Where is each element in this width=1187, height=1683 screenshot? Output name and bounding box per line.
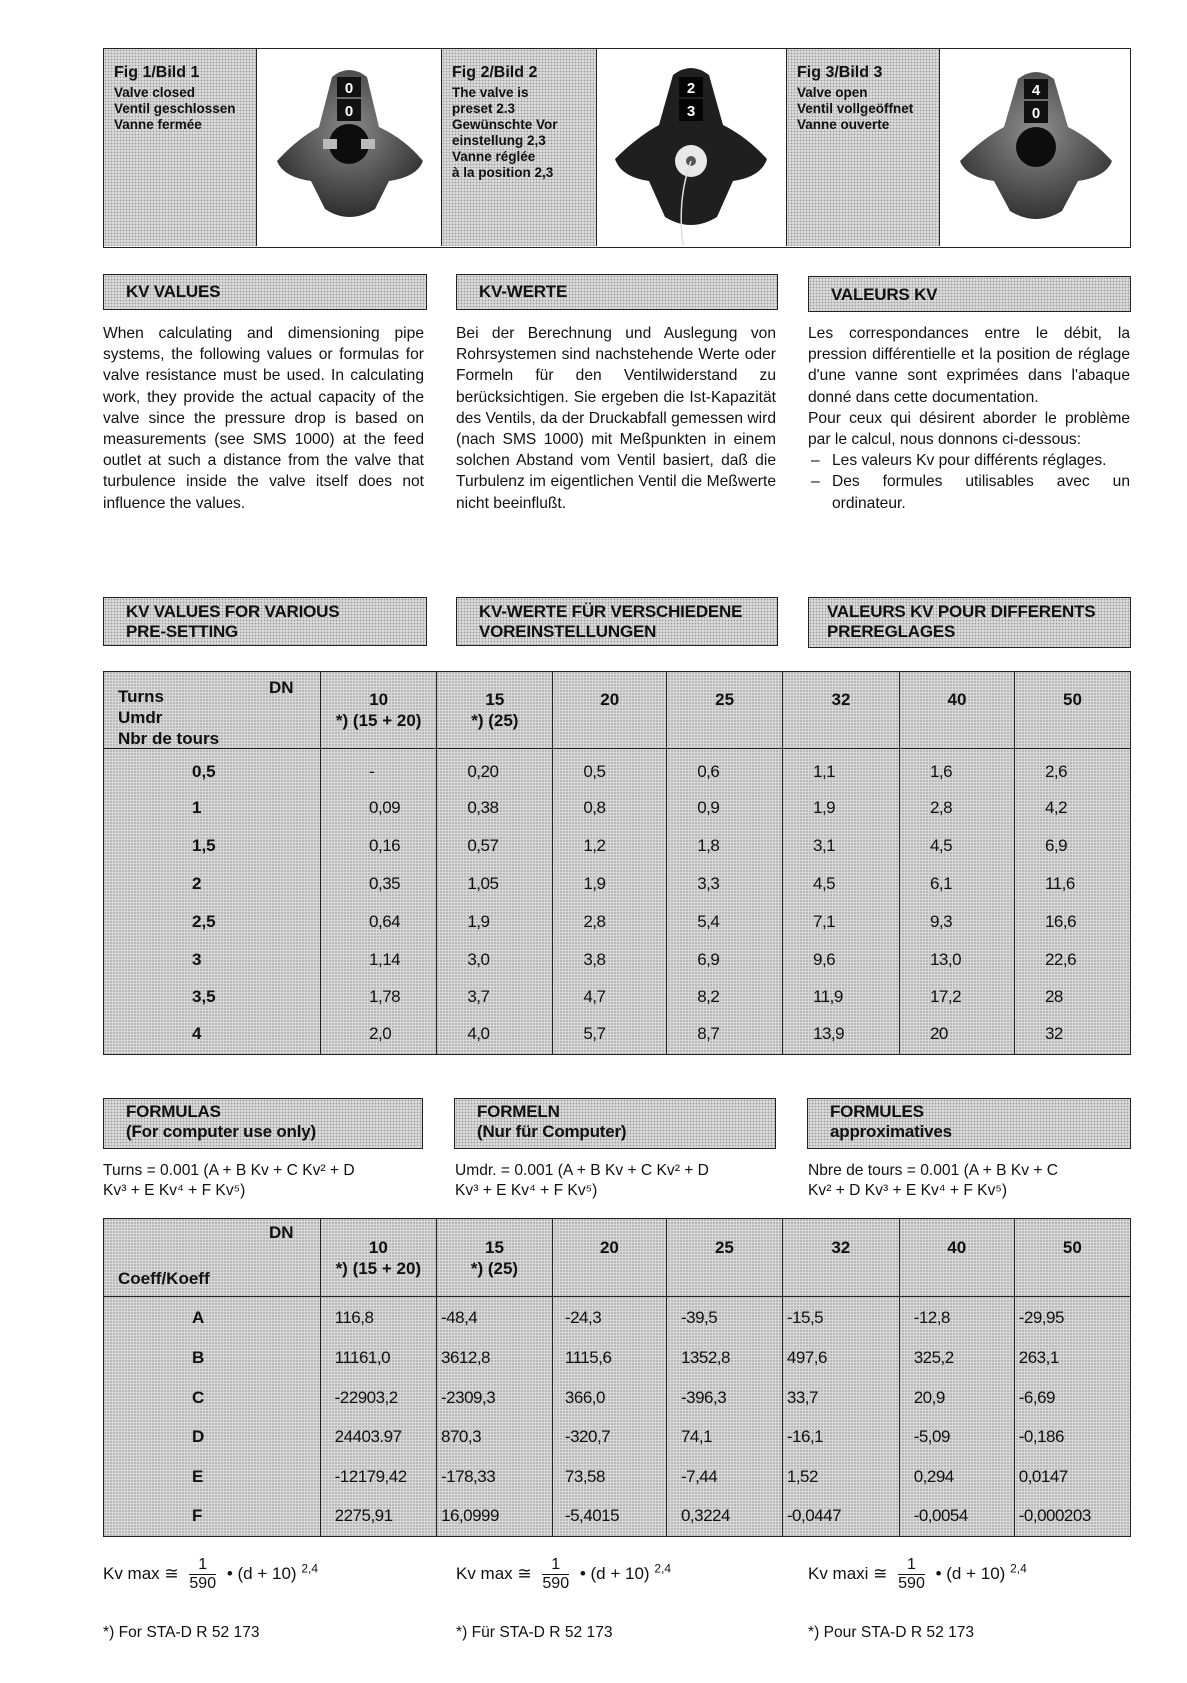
dn-value: 20 <box>600 690 620 709</box>
column-header-dn <box>899 1219 1014 1297</box>
table-cell: 8,7 <box>667 1015 783 1055</box>
table-row <box>104 979 1131 1015</box>
figure-2-line: preset 2.3 <box>452 101 516 116</box>
kvmax-exponent: 2,4 <box>301 1561 318 1576</box>
denominator: 590 <box>189 1575 217 1592</box>
column-header-dn <box>782 1219 899 1297</box>
table-cell: -7,44 <box>666 1457 782 1497</box>
formula-text-de <box>455 1161 777 1201</box>
table-cell: 3,0 <box>437 941 553 979</box>
table-cell: 11,6 <box>1014 865 1130 903</box>
formula-line: Turns = 0.001 (A + B Kv + C Kv² + D <box>103 1162 355 1179</box>
row-header-coefficient: B <box>104 1339 321 1379</box>
heading-line: PRE-SETTING <box>126 622 239 641</box>
row-header-coefficient: F <box>104 1497 321 1537</box>
table-cell: -2309,3 <box>437 1378 553 1418</box>
table-cell: -5,4015 <box>552 1497 666 1537</box>
figure-2-line: einstellung 2,3 <box>452 133 546 148</box>
table-row <box>104 865 1131 903</box>
dn-value: 15 <box>485 690 505 709</box>
dial-bottom-digit: 3 <box>686 103 696 120</box>
row-header-turns: 2,5 <box>104 903 321 941</box>
heading-line: FORMULES <box>830 1102 924 1121</box>
footnote-de: *) Für STA-D R 52 173 <box>456 1624 613 1641</box>
table-cell: 2,6 <box>1014 749 1130 789</box>
table-row <box>104 1339 1131 1379</box>
table-cell: 116,8 <box>320 1297 436 1339</box>
table-cell: 1,8 <box>667 827 783 865</box>
figure-3-caption <box>787 49 940 246</box>
figure-1-caption <box>104 49 257 246</box>
figure-3-photo <box>940 49 1129 246</box>
valve-handwheel-closed-icon <box>257 49 441 245</box>
table-cell: 1,52 <box>782 1457 899 1497</box>
table-cell: 28 <box>1014 979 1130 1015</box>
figure-3-line: Valve open <box>797 85 868 100</box>
kvmax-formula-de <box>456 1556 671 1593</box>
table-cell: 16,6 <box>1014 903 1130 941</box>
table-cell: -48,4 <box>437 1297 553 1339</box>
table-cell: 1,9 <box>553 865 667 903</box>
kvmax-rest: • (d + 10) <box>579 1563 650 1583</box>
column-header-dn <box>552 1219 666 1297</box>
kv-values-text-fr <box>808 323 1130 514</box>
row-header-turns: 2 <box>104 865 321 903</box>
table-cell: -6,69 <box>1014 1378 1130 1418</box>
table-cell: 0,8 <box>553 789 667 827</box>
table-cell: 73,58 <box>552 1457 666 1497</box>
dn-footnote <box>553 710 666 731</box>
dn-label: DN <box>269 678 294 697</box>
row-header-turns: 0,5 <box>104 749 321 789</box>
table-row <box>104 1497 1131 1537</box>
table-cell: 0,09 <box>321 789 437 827</box>
kv-presetting-table <box>103 671 1131 1055</box>
dn-value: 40 <box>947 1237 967 1257</box>
table-cell: 4,0 <box>437 1015 553 1055</box>
numerator: 1 <box>189 1556 216 1575</box>
figure-2-line: The valve is <box>452 85 529 100</box>
table-row <box>104 941 1131 979</box>
formulas-heading-de <box>454 1098 776 1149</box>
kv-values-text-de <box>456 323 776 514</box>
dn-value: 25 <box>714 1237 734 1257</box>
row-header-coefficient: E <box>104 1457 321 1497</box>
table-header-row <box>104 1219 1131 1297</box>
dn-value: 50 <box>1062 1237 1082 1257</box>
table-cell: - <box>321 749 437 789</box>
table-cell: -5,09 <box>899 1418 1014 1458</box>
kvmax-label: Kv max ≅ <box>456 1563 532 1583</box>
kvmax-formula-fr <box>808 1556 1027 1593</box>
table-cell: 0,0147 <box>1014 1457 1130 1497</box>
heading-line: FORMELN <box>477 1102 560 1121</box>
numerator: 1 <box>898 1556 925 1575</box>
table-cell: -320,7 <box>552 1418 666 1458</box>
table-cell: 33,7 <box>782 1378 899 1418</box>
table-cell: 2,8 <box>553 903 667 941</box>
table-corner-cell <box>104 672 321 749</box>
table-cell: 366,0 <box>552 1378 666 1418</box>
table-cell: 1,2 <box>553 827 667 865</box>
formulas-heading-en <box>103 1098 423 1149</box>
table-cell: 0,9 <box>667 789 783 827</box>
column-header-dn <box>666 1219 782 1297</box>
fraction <box>542 1556 569 1593</box>
valve-handwheel-open-icon <box>940 49 1129 245</box>
table-cell: 325,2 <box>899 1339 1014 1379</box>
table-cell: 6,1 <box>899 865 1014 903</box>
table-cell: 32 <box>1014 1015 1130 1055</box>
kv-values-heading-de: KV-WERTE <box>456 274 778 310</box>
table-row <box>104 789 1131 827</box>
figure-strip <box>103 48 1131 248</box>
column-header-dn <box>321 672 437 749</box>
kv-values-paragraph-fr-2: Pour ceux qui désirent aborder le problème par le calcul, nous donnons ci-dessous: <box>808 409 1130 449</box>
table-cell: 870,3 <box>437 1418 553 1458</box>
figure-3-line: Ventil vollgeöffnet <box>797 101 914 116</box>
column-header-dn <box>553 672 667 749</box>
dn-footnote: *) (15 + 20) <box>335 711 422 730</box>
fraction <box>189 1556 216 1593</box>
heading-line: KV VALUES FOR VARIOUS <box>126 602 340 621</box>
table-row <box>104 1378 1131 1418</box>
figure-2-title: Fig 2/Bild 2 <box>452 64 538 81</box>
table-cell: 74,1 <box>666 1418 782 1458</box>
coeff-label: Coeff/Koeff <box>118 1269 210 1288</box>
figure-1-line: Valve closed <box>114 85 196 100</box>
dn-footnote: *) (15 + 20) <box>335 1258 422 1278</box>
denominator: 590 <box>542 1575 570 1592</box>
table-row <box>104 903 1131 941</box>
table-cell: 0,294 <box>899 1457 1014 1497</box>
table-cell: 0,16 <box>321 827 437 865</box>
kv-values-paragraph-fr-1: Les correspondances entre le débit, la pression différentielle et la position de réglage d'une vanne sont exprimées dans l'abaque donné dans cette documentation. <box>808 325 1130 406</box>
row-header-turns: 3,5 <box>104 979 321 1015</box>
table-row <box>104 1457 1131 1497</box>
dn-value: 50 <box>1063 690 1082 709</box>
table-cell: 24403.97 <box>320 1418 436 1458</box>
table-cell: 13,9 <box>783 1015 900 1055</box>
table-cell: -15,5 <box>782 1297 899 1339</box>
row-header-coefficient: C <box>104 1378 321 1418</box>
table-cell: 0,35 <box>321 865 437 903</box>
footnote-en: *) For STA-D R 52 173 <box>103 1624 260 1641</box>
kvmax-rest: • (d + 10) <box>226 1563 297 1583</box>
formula-line: Kv² + D Kv³ + E Kv⁴ + F Kv⁵) <box>808 1182 1008 1199</box>
table-cell: 1352,8 <box>666 1339 782 1379</box>
figure-1-photo <box>257 49 442 246</box>
dial-top-digit: 2 <box>686 80 696 97</box>
valve-handwheel-preset-icon <box>597 49 786 245</box>
table-cell: 0,38 <box>437 789 553 827</box>
table-cell: 2,0 <box>321 1015 437 1055</box>
column-header-dn <box>1014 672 1130 749</box>
table-cell: -24,3 <box>552 1297 666 1339</box>
kvmax-exponent: 2,4 <box>654 1561 671 1576</box>
row-header-turns: 3 <box>104 941 321 979</box>
dial-top-digit: 4 <box>1031 82 1041 99</box>
table-cell: 16,0999 <box>437 1497 553 1537</box>
dn-label: DN <box>269 1223 294 1242</box>
figure-1-line: Ventil geschlossen <box>114 101 236 116</box>
table-cell: 0,3224 <box>666 1497 782 1537</box>
figure-2-caption <box>442 49 597 246</box>
dial-bottom-digit: 0 <box>1031 105 1041 122</box>
formula-line: Nbre de tours = 0.001 (A + B Kv + C <box>808 1162 1059 1179</box>
table-cell: 4,2 <box>1014 789 1130 827</box>
kv-values-list-fr <box>808 450 1130 514</box>
table-cell: 9,3 <box>899 903 1014 941</box>
kv-values-paragraph-de: Bei der Berechnung und Auslegung von Rohrsystemen sind nachstehende Werte oder Formeln für den Ventilwiderstand zu berücksichtigen. Sie ergeben die Ist-Kapazität des Ventils, da der Druckabfall gemessen wird (nach SMS 1000) mit Meßpunkten in einem solchen Abstand vom Ventil basiert, daß die Turbulenz im eigentlichen Ventil die Meßwerte nicht beeinflußt. <box>456 325 776 512</box>
dn-footnote <box>667 1258 782 1279</box>
table-cell: 11161,0 <box>320 1339 436 1379</box>
table-cell: 20,9 <box>899 1378 1014 1418</box>
heading-line: PREREGLAGES <box>827 622 956 641</box>
dn-footnote <box>900 710 1014 731</box>
table-cell: -12,8 <box>899 1297 1014 1339</box>
table-cell: 0,20 <box>437 749 553 789</box>
denominator: 590 <box>898 1575 925 1592</box>
table-cell: 6,9 <box>1014 827 1130 865</box>
formula-text-en <box>103 1161 425 1201</box>
table-cell: 1,1 <box>783 749 900 789</box>
figure-3-line: Vanne ouverte <box>797 117 890 132</box>
table-cell: 0,6 <box>667 749 783 789</box>
table-cell: 0,64 <box>321 903 437 941</box>
table-cell: 1115,6 <box>552 1339 666 1379</box>
presetting-heading-fr <box>808 597 1131 648</box>
figure-1-title: Fig 1/Bild 1 <box>114 64 200 81</box>
dn-value: 25 <box>715 690 735 709</box>
dial-top-digit: 0 <box>344 80 354 97</box>
table-cell: -0,0447 <box>782 1497 899 1537</box>
table-cell: 3,3 <box>667 865 783 903</box>
kv-values-heading-fr: VALEURS KV <box>808 276 1131 312</box>
table-cell: -12179,42 <box>320 1457 436 1497</box>
table-cell: -396,3 <box>666 1378 782 1418</box>
table-cell: 2275,91 <box>320 1497 436 1537</box>
kvmax-exponent: 2,4 <box>1010 1561 1027 1576</box>
dial-bottom-digit: 0 <box>344 103 354 120</box>
table-cell: -22903,2 <box>320 1378 436 1418</box>
fraction <box>898 1556 925 1593</box>
formulas-heading-fr <box>807 1098 1131 1149</box>
dn-footnote <box>1015 1258 1130 1279</box>
table-cell: 17,2 <box>899 979 1014 1015</box>
label-line: Turns <box>118 687 164 706</box>
table-cell: 0,57 <box>437 827 553 865</box>
kvmax-rest: • (d + 10) <box>935 1563 1006 1583</box>
row-header-turns: 4 <box>104 1015 321 1055</box>
table-cell: 11,9 <box>783 979 900 1015</box>
figure-1-line: Vanne fermée <box>114 117 202 132</box>
heading-line: (Nur für Computer) <box>477 1122 627 1141</box>
dn-footnote <box>553 1258 666 1279</box>
table-cell: -29,95 <box>1014 1297 1130 1339</box>
label-line: Nbr de tours <box>118 729 220 748</box>
table-cell: 0,5 <box>553 749 667 789</box>
formula-text-fr <box>808 1161 1132 1201</box>
table-cell: 6,9 <box>667 941 783 979</box>
table-cell: 20 <box>899 1015 1014 1055</box>
figure-2-photo <box>597 49 787 246</box>
table-cell: -0,186 <box>1014 1418 1130 1458</box>
table-cell: 9,6 <box>783 941 900 979</box>
kvmax-label: Kv max ≅ <box>103 1563 179 1583</box>
table-cell: 3,1 <box>783 827 900 865</box>
table-cell: 8,2 <box>667 979 783 1015</box>
coefficient-table <box>103 1218 1131 1537</box>
row-header-coefficient: A <box>104 1297 321 1339</box>
footnote-fr: *) Pour STA-D R 52 173 <box>808 1624 975 1641</box>
column-header-dn <box>437 1219 553 1297</box>
table-row <box>104 827 1131 865</box>
table-cell: -0,000203 <box>1014 1497 1130 1537</box>
table-cell: 7,1 <box>783 903 900 941</box>
dn-value: 10 <box>368 1237 388 1257</box>
table-cell: -16,1 <box>782 1418 899 1458</box>
table-cell: 22,6 <box>1014 941 1130 979</box>
table-header-row <box>104 672 1131 749</box>
table-row <box>104 1015 1131 1055</box>
row-header-coefficient: D <box>104 1418 321 1458</box>
table-cell: 4,5 <box>783 865 900 903</box>
table-row <box>104 1418 1131 1458</box>
dn-footnote: *) (25) <box>471 711 519 730</box>
table-cell: 1,9 <box>783 789 900 827</box>
list-item: – Des formules utilisables avec un ordinateur. <box>808 471 1130 513</box>
row-header-turns: 1 <box>104 789 321 827</box>
table-corner-cell <box>104 1219 321 1297</box>
heading-line: (For computer use only) <box>126 1122 316 1141</box>
numerator: 1 <box>542 1556 569 1575</box>
heading-line: approximatives <box>830 1122 952 1141</box>
figure-2-line: Gewünschte Vor <box>452 117 558 132</box>
kv-values-text-en <box>103 323 424 514</box>
formula-line: Umdr. = 0.001 (A + B Kv + C Kv² + D <box>455 1162 709 1179</box>
heading-line: KV-WERTE FÜR VERSCHIEDENE <box>479 602 743 621</box>
kvmax-label: Kv maxi ≅ <box>808 1563 888 1583</box>
kv-values-heading-en: KV VALUES <box>103 274 427 310</box>
row-header-turns: 1,5 <box>104 827 321 865</box>
dn-value: 10 <box>369 690 389 709</box>
table-cell: 1,6 <box>899 749 1014 789</box>
column-header-dn <box>783 672 900 749</box>
column-header-dn <box>899 672 1014 749</box>
turns-label <box>118 686 219 749</box>
table-cell: 3,8 <box>553 941 667 979</box>
table-cell: 497,6 <box>782 1339 899 1379</box>
table-cell: 1,14 <box>321 941 437 979</box>
table-cell: 13,0 <box>899 941 1014 979</box>
list-item: – Les valeurs Kv pour différents réglages. <box>808 450 1130 471</box>
table-row <box>104 749 1131 789</box>
dn-footnote <box>1015 710 1130 731</box>
dn-value: 20 <box>599 1237 619 1257</box>
dn-value: 32 <box>831 690 851 709</box>
table-cell: 263,1 <box>1014 1339 1130 1379</box>
table-cell: 1,05 <box>437 865 553 903</box>
dn-value: 40 <box>947 690 967 709</box>
presetting-heading-en <box>103 597 427 646</box>
table-row <box>104 1297 1131 1339</box>
table-cell: 5,4 <box>667 903 783 941</box>
column-header-dn <box>667 672 783 749</box>
dn-footnote <box>783 710 899 731</box>
dn-footnote: *) (25) <box>470 1258 519 1278</box>
formula-line: Kv³ + E Kv⁴ + F Kv⁵) <box>103 1182 246 1199</box>
table-cell: 4,7 <box>553 979 667 1015</box>
figure-3-title: Fig 3/Bild 3 <box>797 64 883 81</box>
table-cell: 1,9 <box>437 903 553 941</box>
table-cell: 4,5 <box>899 827 1014 865</box>
dn-footnote <box>783 1258 899 1279</box>
presetting-heading-de <box>456 597 778 646</box>
heading-line: FORMULAS <box>126 1102 221 1121</box>
table-cell: 2,8 <box>899 789 1014 827</box>
column-header-dn <box>1014 1219 1130 1297</box>
dn-value: 15 <box>485 1237 504 1257</box>
table-cell: 1,78 <box>321 979 437 1015</box>
table-cell: 3,7 <box>437 979 553 1015</box>
table-cell: 5,7 <box>553 1015 667 1055</box>
figure-2-line: à la position 2,3 <box>452 165 554 180</box>
dn-value: 32 <box>831 1237 851 1257</box>
dn-footnote <box>667 710 782 731</box>
heading-line: VALEURS KV POUR DIFFERENTS <box>827 602 1096 621</box>
label-line: Umdr <box>118 708 163 727</box>
dn-footnote <box>900 1258 1014 1279</box>
column-header-dn <box>320 1219 436 1297</box>
column-header-dn <box>437 672 553 749</box>
formula-line: Kv³ + E Kv⁴ + F Kv⁵) <box>455 1182 598 1199</box>
figure-2-line: Vanne réglée <box>452 149 536 164</box>
kv-values-paragraph-en: When calculating and dimensioning pipe systems, the following values or formulas for valve resistance must be used. In calculating work, they provide the actual capacity of the valve since the pressure drop is based on measurements (see SMS 1000) at the feed outlet at such a distance from the valve that turbulence inside the valve itself does not influence the values. <box>103 325 424 512</box>
table-cell: 3612,8 <box>437 1339 553 1379</box>
table-cell: -39,5 <box>666 1297 782 1339</box>
heading-line: VOREINSTELLUNGEN <box>479 622 657 641</box>
table-cell: -178,33 <box>437 1457 553 1497</box>
table-cell: -0,0054 <box>899 1497 1014 1537</box>
kvmax-formula-en <box>103 1556 318 1593</box>
